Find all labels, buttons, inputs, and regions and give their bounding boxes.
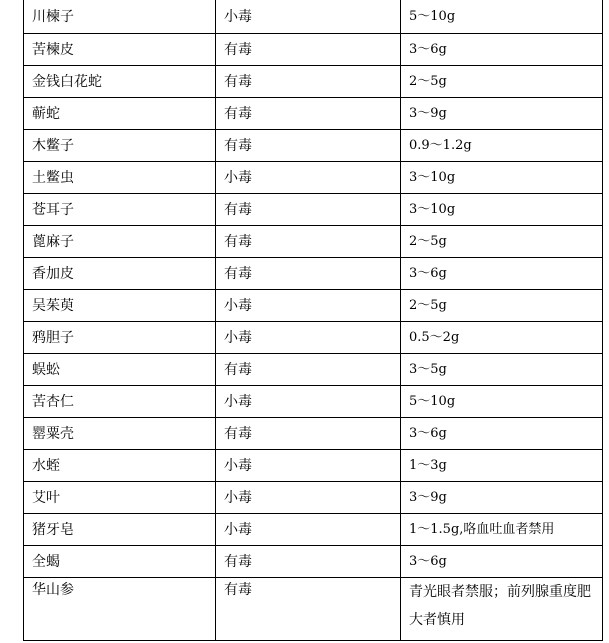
- herb-name-cell: 苦楝皮: [24, 34, 216, 66]
- dosage-cell: 3～5g: [401, 354, 603, 386]
- table-row: [24, 194, 603, 226]
- herb-name-cell: 蕲蛇: [24, 98, 216, 130]
- dosage-cell: 青光眼者禁服；前列腺重度肥大者慎用: [401, 578, 603, 641]
- herb-name-cell: 苍耳子: [24, 194, 216, 226]
- toxicity-cell: 有毒: [216, 578, 401, 641]
- toxicity-cell: 小毒: [216, 290, 401, 322]
- herb-name-cell: 华山参: [24, 578, 216, 641]
- toxicity-cell: 小毒: [216, 450, 401, 482]
- dosage-cell: 3～6g: [401, 546, 603, 578]
- toxicity-cell: 有毒: [216, 258, 401, 290]
- toxicity-cell: 有毒: [216, 66, 401, 98]
- toxicity-cell: 有毒: [216, 418, 401, 450]
- table-row: [24, 354, 603, 386]
- toxicity-cell: 有毒: [216, 226, 401, 258]
- herb-toxicity-table: [23, 0, 603, 641]
- dosage-cell: 2～5g: [401, 226, 603, 258]
- toxicity-cell: 小毒: [216, 386, 401, 418]
- toxicity-cell: 有毒: [216, 98, 401, 130]
- table-row: [24, 514, 603, 546]
- toxicity-cell: 有毒: [216, 130, 401, 162]
- dosage-cell: 3～10g: [401, 194, 603, 226]
- herb-name-cell: 猪牙皂: [24, 514, 216, 546]
- herb-name-cell: 水蛭: [24, 450, 216, 482]
- herb-name-cell: 苦杏仁: [24, 386, 216, 418]
- table-row: [24, 322, 603, 354]
- herb-name-cell: 吴茱萸: [24, 290, 216, 322]
- table-row: [24, 450, 603, 482]
- table-row: [24, 258, 603, 290]
- dosage-cell: 5～10g: [401, 386, 603, 418]
- toxicity-cell: 小毒: [216, 322, 401, 354]
- toxicity-cell: 有毒: [216, 546, 401, 578]
- dosage-cell: 3～6g: [401, 418, 603, 450]
- herb-name-cell: 木鳖子: [24, 130, 216, 162]
- dosage-cell: 3～9g: [401, 98, 603, 130]
- dosage-cell: 3～6g: [401, 258, 603, 290]
- dosage-cell: 3～6g: [401, 34, 603, 66]
- herb-name-cell: 香加皮: [24, 258, 216, 290]
- table-body: [24, 0, 603, 641]
- herb-name-cell: 艾叶: [24, 482, 216, 514]
- table-row: [24, 386, 603, 418]
- herb-name-cell: 川楝子: [24, 0, 216, 34]
- table-row: [24, 418, 603, 450]
- toxicity-cell: 小毒: [216, 514, 401, 546]
- table-row: [24, 482, 603, 514]
- toxicity-cell: 有毒: [216, 354, 401, 386]
- toxicity-cell: 有毒: [216, 34, 401, 66]
- toxicity-cell: 小毒: [216, 162, 401, 194]
- table-row: [24, 290, 603, 322]
- table-row: [24, 226, 603, 258]
- table-row: [24, 130, 603, 162]
- toxicity-cell: 小毒: [216, 0, 401, 34]
- toxicity-cell: 小毒: [216, 482, 401, 514]
- herb-name-cell: 金钱白花蛇: [24, 66, 216, 98]
- dosage-cell: 1～3g: [401, 450, 603, 482]
- table-row: [24, 0, 603, 34]
- dosage-cell: 1～1.5g,咯血吐血者禁用: [401, 514, 603, 546]
- table-row: [24, 66, 603, 98]
- herb-name-cell: 鸦胆子: [24, 322, 216, 354]
- herb-name-cell: 全蝎: [24, 546, 216, 578]
- herb-name-cell: 罂粟壳: [24, 418, 216, 450]
- table-row: [24, 546, 603, 578]
- herb-name-cell: 蜈蚣: [24, 354, 216, 386]
- table-row: [24, 578, 603, 641]
- table-row: [24, 34, 603, 66]
- dosage-cell: 2～5g: [401, 290, 603, 322]
- table-row: [24, 162, 603, 194]
- table-row: [24, 98, 603, 130]
- dosage-cell: 5～10g: [401, 0, 603, 34]
- dosage-cell: 2～5g: [401, 66, 603, 98]
- dosage-cell: 3～9g: [401, 482, 603, 514]
- toxicity-cell: 有毒: [216, 194, 401, 226]
- herb-name-cell: 土鳖虫: [24, 162, 216, 194]
- dosage-cell: 3～10g: [401, 162, 603, 194]
- herb-name-cell: 蓖麻子: [24, 226, 216, 258]
- dosage-cell: 0.5～2g: [401, 322, 603, 354]
- dosage-cell: 0.9～1.2g: [401, 130, 603, 162]
